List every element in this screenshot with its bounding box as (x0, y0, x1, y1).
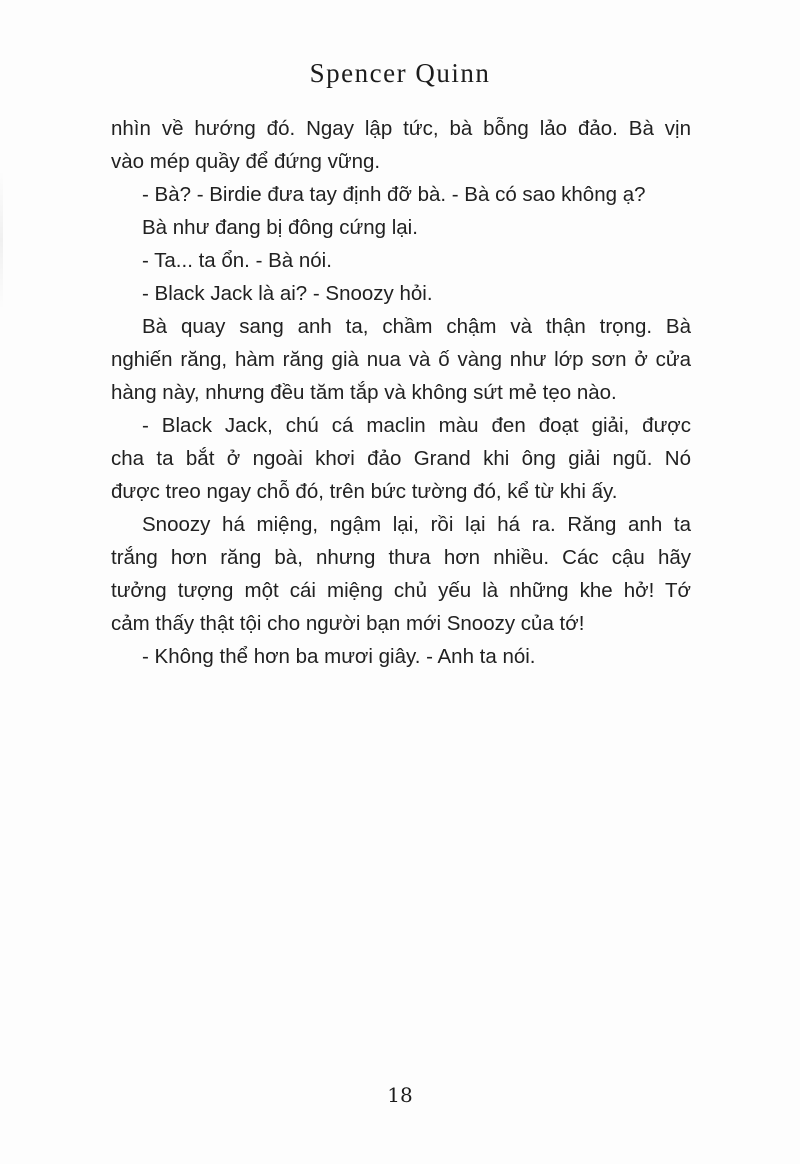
page-number: 18 (387, 1083, 413, 1107)
text-line: hàng này, nhưng đều tăm tắp và không sứt mẻ tẹo nào. (111, 381, 617, 404)
text-line: - Không thể hơn ba mươi giây. - Anh ta nói. (142, 645, 536, 668)
text-line: - Ta... ta ổn. - Bà nói. (142, 249, 332, 272)
text-line: - Bà? - Birdie đưa tay định đỡ bà. - Bà có sao không ạ? (142, 183, 646, 206)
paragraph (111, 277, 691, 310)
page-body (111, 112, 691, 673)
paragraph (111, 508, 691, 640)
running-head: Spencer Quinn (309, 58, 491, 88)
scan-edge-artifact (0, 170, 3, 310)
text-line: tưởng tượng một cái miệng chủ yếu là những khe hở! Tớ (111, 579, 691, 602)
text-line: Bà như đang bị đông cứng lại. (142, 216, 418, 239)
text-line: nhìn về hướng đó. Ngay lập tức, bà bỗng lảo đảo. Bà vịn (111, 117, 691, 140)
text-line: được treo ngay chỗ đó, trên bức tường đó, kể từ khi ấy. (111, 480, 618, 503)
paragraph (111, 310, 691, 409)
paragraph (111, 211, 691, 244)
text-line: trắng hơn răng bà, nhưng thưa hơn nhiều. Các cậu hãy (111, 546, 691, 569)
paragraph (111, 640, 691, 673)
text-line: vào mép quầy để đứng vững. (111, 150, 381, 173)
text-line: cha ta bắt ở ngoài khơi đảo Grand khi ông giải ngũ. Nó (111, 447, 691, 470)
text-line: Bà quay sang anh ta, chầm chậm và thận trọng. Bà (142, 315, 691, 338)
text-line: cảm thấy thật tội cho người bạn mới Snoozy của tớ! (111, 612, 585, 635)
paragraph (111, 244, 691, 277)
paragraph (111, 178, 691, 211)
text-line: nghiến răng, hàm răng già nua và ố vàng như lớp sơn ở cửa (111, 348, 691, 371)
paragraph (111, 112, 691, 178)
text-line: - Black Jack, chú cá maclin màu đen đoạt giải, được (142, 414, 691, 437)
text-line: Snoozy há miệng, ngậm lại, rồi lại há ra. Răng anh ta (142, 513, 691, 536)
text-line: - Black Jack là ai? - Snoozy hỏi. (142, 282, 433, 305)
paragraph (111, 409, 691, 508)
